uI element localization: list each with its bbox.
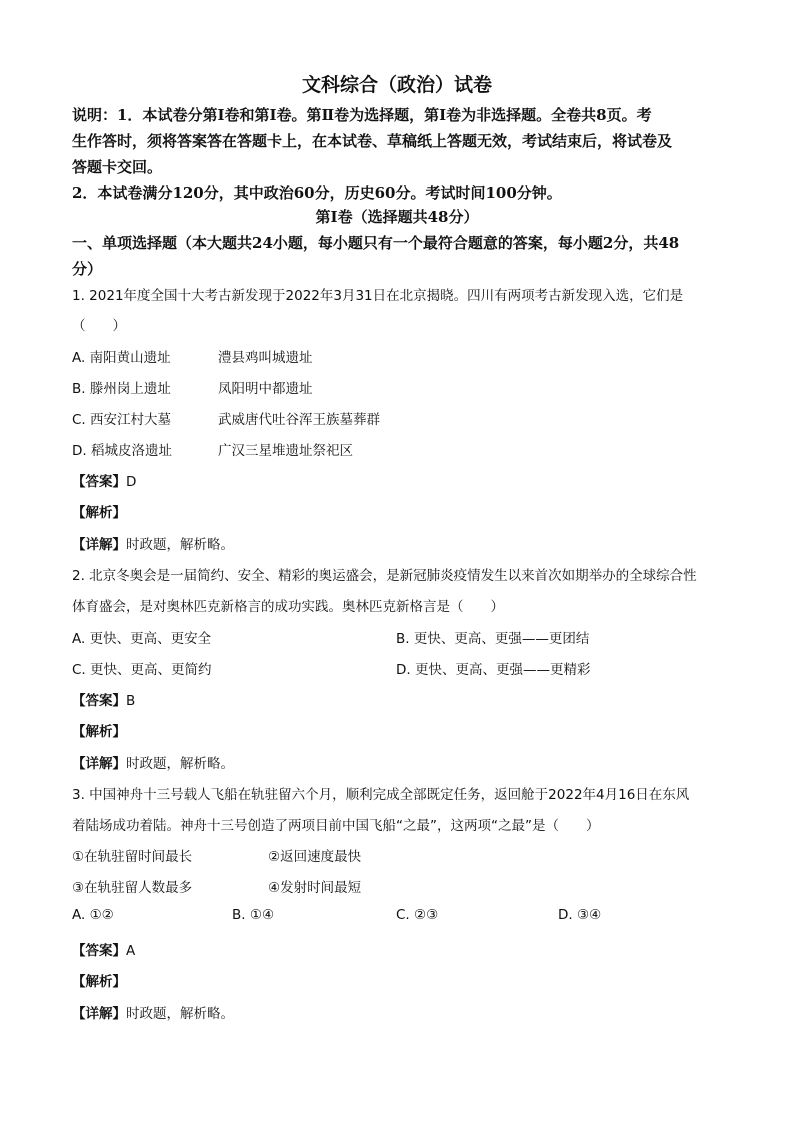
answer-value: B bbox=[126, 693, 136, 709]
q1-answer bbox=[72, 470, 136, 490]
q3-option-d: D. ③④ bbox=[558, 907, 602, 923]
q1-option-b: B. 滕州岗上遗址 bbox=[72, 381, 171, 397]
detail-text: 时政题，解析略。 bbox=[126, 1006, 234, 1022]
analysis-label: 【解析】 bbox=[72, 505, 126, 521]
page-title: 文科综合（政治）试卷 bbox=[301, 74, 492, 96]
q3-statement-1: ①在轨驻留时间最长 bbox=[72, 849, 193, 865]
q1-option-c: C. 西安江村大墓 bbox=[72, 412, 172, 428]
detail-label: 【详解】 bbox=[72, 756, 126, 772]
instructions-line-1: 说明：1．本试卷分第Ⅰ卷和第Ⅰ卷。第Ⅱ卷为选择题，第Ⅰ卷为非选择题。全卷共8页。考 bbox=[72, 106, 652, 124]
instructions-line-2: 生作答时，须将答案答在答题卡上，在本试卷、草稿纸上答题无效，考试结束后，将试卷及 bbox=[72, 132, 673, 150]
detail-label: 【详解】 bbox=[72, 537, 126, 553]
detail-text: 时政题，解析略。 bbox=[126, 756, 234, 772]
q3-statement-2: ②返回速度最快 bbox=[268, 849, 362, 865]
answer-label: 【答案】 bbox=[72, 943, 126, 959]
q3-answer bbox=[72, 939, 135, 959]
q2-stem-line-1: 2. 北京冬奥会是一届简约、安全、精彩的奥运盛会，是新冠肺炎疫情发生以来首次如期举办的全球综合性 bbox=[72, 568, 697, 584]
q1-analysis bbox=[72, 501, 126, 521]
instructions-line-3: 答题卡交回。 bbox=[72, 158, 163, 176]
q2-option-b: B. 更快、更高、更强——更团结 bbox=[396, 631, 590, 647]
q3-statement-4: ④发射时间最短 bbox=[268, 880, 362, 896]
q2-stem-line-2: 体育盛会，是对奥林匹克新格言的成功实践。奥林匹克新格言是（ ） bbox=[72, 599, 504, 615]
q2-analysis bbox=[72, 720, 126, 740]
q3-stem-line-2: 着陆场成功着陆。神舟十三号创造了两项目前中国飞船“之最”，这两项“之最”是（ ） bbox=[72, 818, 600, 834]
q1-option-b-second: 凤阳明中都遗址 bbox=[218, 381, 313, 397]
detail-text: 时政题，解析略。 bbox=[126, 537, 234, 553]
answer-label: 【答案】 bbox=[72, 693, 126, 709]
q1-option-a: A. 南阳黄山遗址 bbox=[72, 350, 171, 366]
answer-label: 【答案】 bbox=[72, 474, 126, 490]
answer-value: A bbox=[126, 943, 136, 959]
q3-analysis bbox=[72, 970, 126, 990]
section-heading-line-1: 一、单项选择题（本大题共24小题，每小题只有一个最符合题意的答案，每小题2分，共48 bbox=[72, 234, 680, 252]
q1-stem-line-1: 1. 2021年度全国十大考古新发现于2022年3月31日在北京揭晓。四川有两项考古新发现入选，它们是 bbox=[72, 288, 684, 304]
q1-option-c-second: 武威唐代吐谷浑王族墓葬群 bbox=[218, 412, 380, 428]
q1-detail bbox=[72, 533, 234, 553]
q1-option-a-second: 澧县鸡叫城遗址 bbox=[218, 350, 313, 366]
analysis-label: 【解析】 bbox=[72, 974, 126, 990]
q2-option-c: C. 更快、更高、更简约 bbox=[72, 662, 212, 678]
q3-option-a: A. ①② bbox=[72, 907, 114, 923]
q1-stem-line-2: （ ） bbox=[72, 318, 126, 334]
section-heading-line-2: 分） bbox=[72, 260, 103, 278]
q3-option-b: B. ①④ bbox=[232, 907, 275, 923]
q3-statement-3: ③在轨驻留人数最多 bbox=[72, 880, 193, 896]
q1-option-d: D. 稻城皮洛遗址 bbox=[72, 443, 172, 459]
q2-answer bbox=[72, 689, 135, 709]
answer-value: D bbox=[126, 474, 137, 490]
q2-detail bbox=[72, 752, 234, 772]
analysis-label: 【解析】 bbox=[72, 724, 126, 740]
q3-detail bbox=[72, 1002, 234, 1022]
q2-option-a: A. 更快、更高、更安全 bbox=[72, 631, 212, 647]
q3-option-c: C. ②③ bbox=[396, 907, 439, 923]
q2-option-d: D. 更快、更高、更强——更精彩 bbox=[396, 662, 591, 678]
instructions-line-4: 2．本试卷满分120分，其中政治60分，历史60分。考试时间100分钟。 bbox=[72, 184, 562, 202]
q3-stem-line-1: 3. 中国神舟十三号载人飞船在轨驻留六个月，顺利完成全部既定任务，返回舱于2022年4月16日在东风 bbox=[72, 787, 690, 803]
detail-label: 【详解】 bbox=[72, 1006, 126, 1022]
q1-option-d-second: 广汉三星堆遗址祭祀区 bbox=[218, 443, 353, 459]
section-title: 第Ⅰ卷（选择题共48分） bbox=[315, 208, 479, 226]
